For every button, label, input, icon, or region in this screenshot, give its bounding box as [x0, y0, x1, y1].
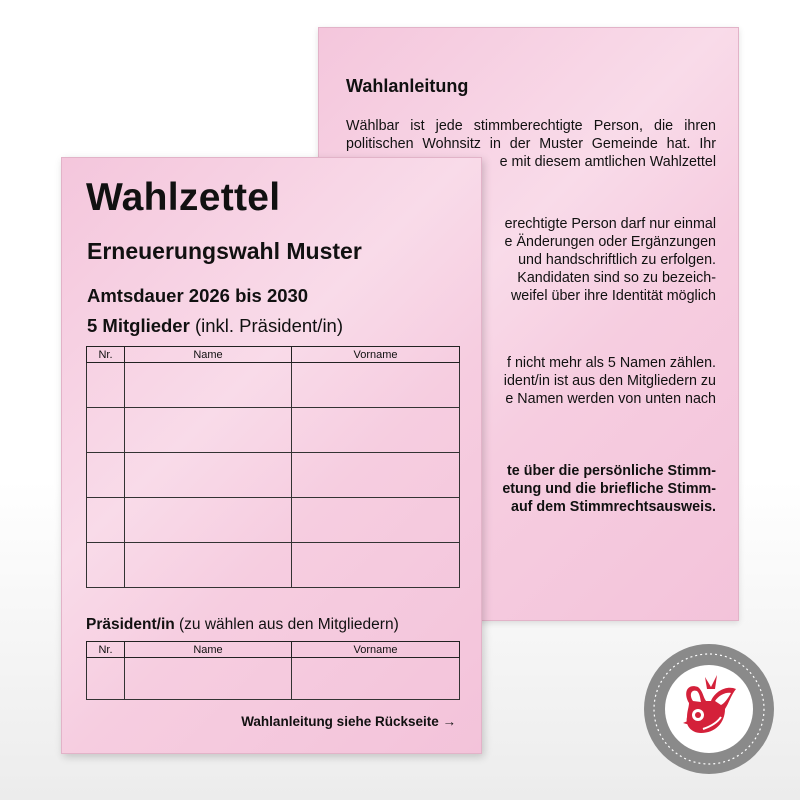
nr-cell[interactable]: [87, 363, 125, 408]
vorname-cell[interactable]: [292, 453, 460, 498]
instructions-line: und handschriftlich zu erfolgen.: [518, 252, 716, 268]
instructions-line: erechtigte Person darf nur einmal: [504, 216, 716, 232]
dove-seal-logo: [643, 643, 775, 775]
name-cell[interactable]: [125, 363, 292, 408]
col-vorname: Vorname: [292, 642, 460, 658]
name-cell[interactable]: [125, 543, 292, 588]
president-row: [87, 658, 460, 700]
instructions-line: e mit diesem amtlichen Wahlzettel: [499, 154, 716, 170]
col-nr: Nr.: [87, 642, 125, 658]
instructions-line: etung und die briefliche Stimm-: [502, 481, 716, 497]
instructions-line: weifel über ihre Identität möglich: [510, 288, 716, 304]
nr-cell[interactable]: [87, 408, 125, 453]
member-row: [87, 543, 460, 588]
member-row: [87, 363, 460, 408]
members-count: 5 Mitglieder: [87, 315, 190, 336]
instructions-line: e Änderungen oder Ergänzungen: [504, 234, 716, 250]
instructions-line: ident/in ist aus den Mitgliedern zu: [503, 373, 716, 389]
name-cell[interactable]: [125, 453, 292, 498]
vorname-cell[interactable]: [292, 543, 460, 588]
name-cell[interactable]: [125, 658, 292, 700]
col-nr: Nr.: [87, 347, 125, 363]
vorname-cell[interactable]: [292, 658, 460, 700]
instructions-line: Wählbar ist jede stimmberechtigte Person, die ihren: [346, 118, 716, 134]
name-cell[interactable]: [125, 498, 292, 543]
ballot-title: Wahlzettel: [86, 176, 281, 219]
instructions-hint: Wahlanleitung siehe Rückseite →: [241, 714, 456, 729]
president-note: (zu wählen aus den Mitgliedern): [174, 616, 399, 633]
ballot-card: [61, 157, 482, 754]
president-title: Präsident/in: [86, 616, 175, 633]
members-label: [87, 315, 343, 337]
members-table: [86, 346, 460, 588]
col-name: Name: [125, 347, 292, 363]
col-vorname: Vorname: [292, 347, 460, 363]
nr-cell[interactable]: [87, 543, 125, 588]
president-table: [86, 641, 460, 700]
instructions-line: e Namen werden von unten nach: [505, 391, 716, 407]
instructions-line: Kandidaten sind so zu bezeich-: [517, 270, 716, 286]
instructions-line: te über die persönliche Stimm-: [507, 463, 716, 479]
vorname-cell[interactable]: [292, 498, 460, 543]
election-subtitle: Erneuerungswahl Muster: [87, 238, 362, 264]
instructions-title: Wahlanleitung: [346, 76, 469, 96]
member-row: [87, 498, 460, 543]
nr-cell[interactable]: [87, 658, 125, 700]
nr-cell[interactable]: [87, 453, 125, 498]
member-row: [87, 408, 460, 453]
vorname-cell[interactable]: [292, 363, 460, 408]
term-label: Amtsdauer 2026 bis 2030: [87, 285, 309, 306]
instructions-line: f nicht mehr als 5 Namen zählen.: [507, 355, 716, 371]
instructions-line: politischen Wohnsitz in der Muster Gemeinde hat. Ihr: [346, 136, 716, 152]
member-row: [87, 453, 460, 498]
vorname-cell[interactable]: [292, 408, 460, 453]
col-name: Name: [125, 642, 292, 658]
nr-cell[interactable]: [87, 498, 125, 543]
members-note: (inkl. Präsident/in): [189, 315, 344, 336]
instructions-line: auf dem Stimmrechtsausweis.: [511, 499, 716, 515]
name-cell[interactable]: [125, 408, 292, 453]
president-label: [86, 616, 399, 634]
dove-icon: [643, 643, 775, 775]
